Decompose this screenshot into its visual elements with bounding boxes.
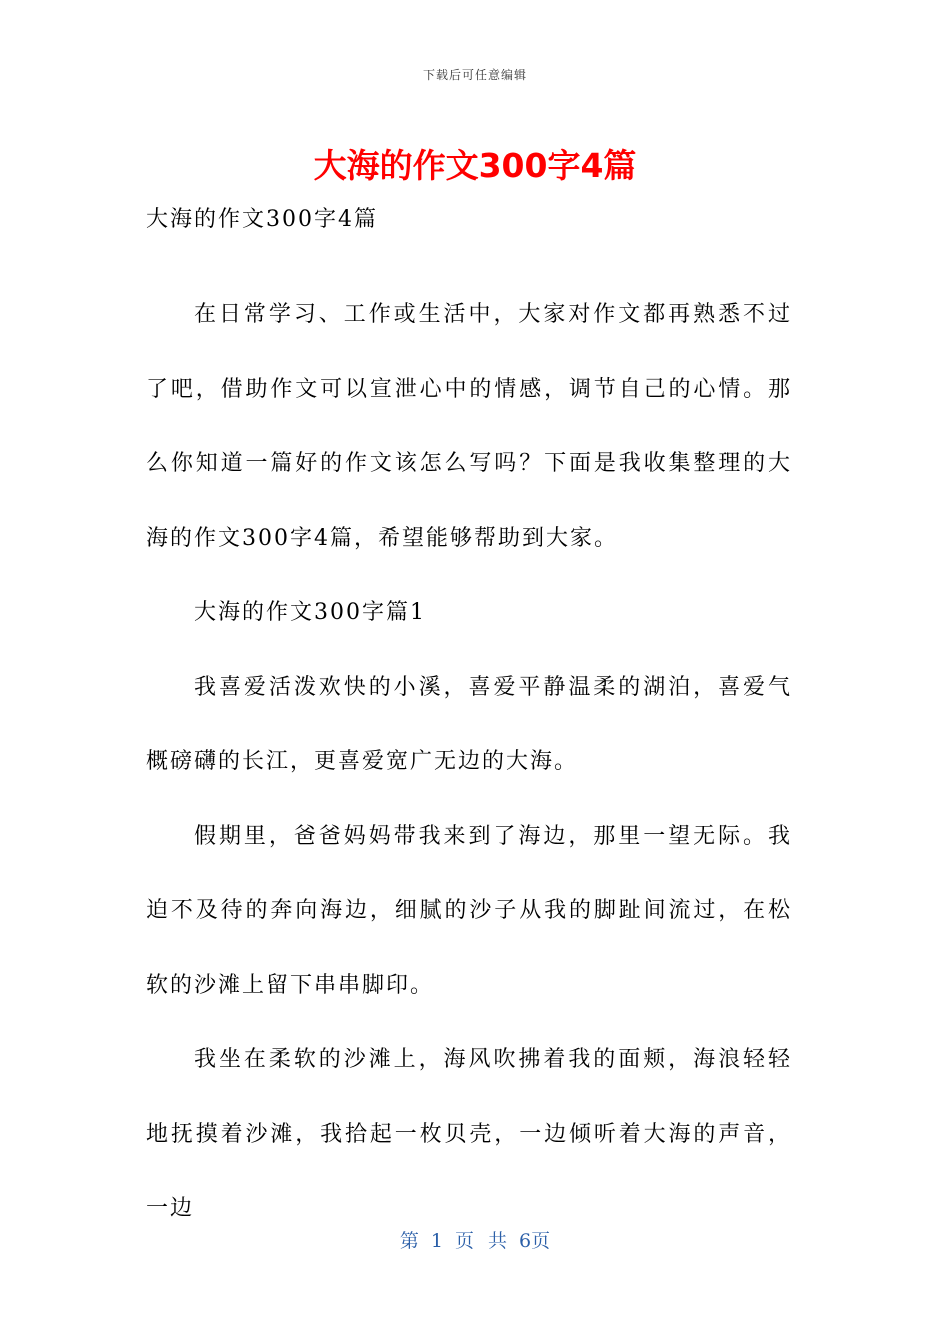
paragraph-intro: 在日常学习、工作或生活中，大家对作文都再熟悉不过了吧，借助作文可以宣泄心中的情感，调节自己的心情。那么你知道一篇好的作文该怎么写吗？下面是我收集整理的大海的作文300字4篇，希望能够帮助到大家。 [146, 302, 792, 551]
paragraph-3: 我坐在柔软的沙滩上，海风吹拂着我的面颊，海浪轻轻地抚摸着沙滩，我拾起一枚贝壳，一边倾听着大海的声音，一边 [146, 1047, 792, 1221]
document-title: 大海的作文300字4篇 [313, 146, 637, 185]
footer-middle: 页 共 [454, 1230, 508, 1252]
download-note: 下载后可任意编辑 [422, 68, 527, 82]
footer-prefix: 第 [399, 1230, 419, 1252]
paragraph-1: 我喜爱活泼欢快的小溪，喜爱平静温柔的湖泊，喜爱气概磅礴的长江，更喜爱宽广无边的大海。 [146, 674, 792, 774]
footer-page-number: 1 [430, 1230, 443, 1252]
page-footer [0, 1226, 950, 1253]
footer-total: 6页 [519, 1230, 551, 1252]
document-body [146, 200, 792, 1247]
paragraph-2: 假期里，爸爸妈妈带我来到了海边，那里一望无际。我迫不及待的奔向海边，细腻的沙子从我的脚趾间流过，在松软的沙滩上留下串串脚印。 [146, 823, 792, 998]
section-heading-1: 大海的作文300字篇1 [194, 600, 426, 625]
document-subtitle: 大海的作文300字4篇 [146, 207, 378, 232]
